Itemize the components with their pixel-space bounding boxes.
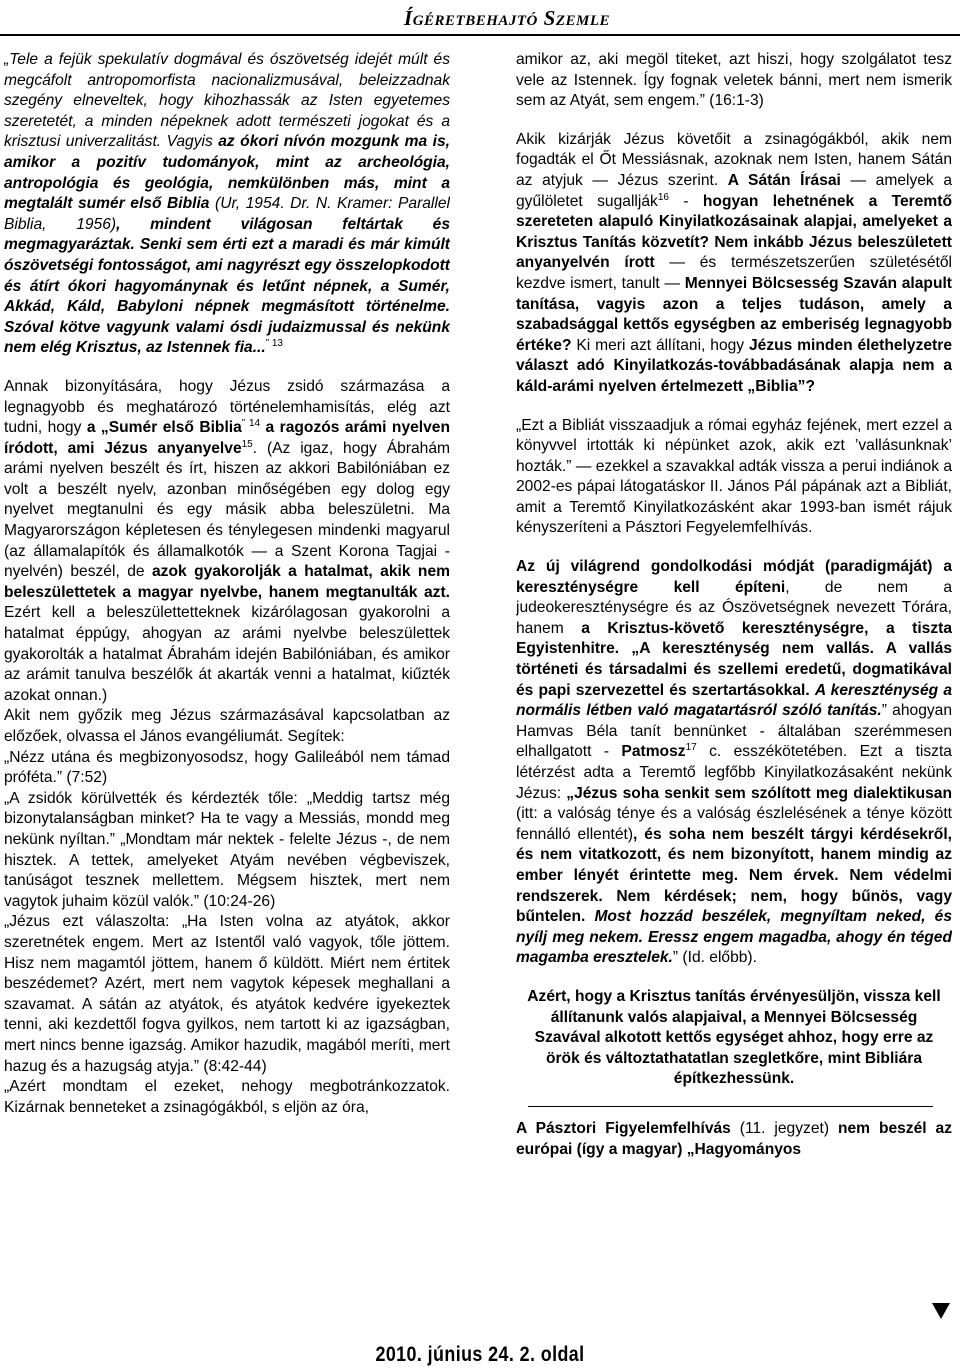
paragraph-new-world-order	[516, 557, 952, 969]
page-header	[0, 0, 960, 40]
footnote-ref-16: 16	[657, 191, 669, 203]
text-span: (itt: a valóság ténye és a valóság észlelésének a ténye között fennálló ellentét)	[516, 805, 952, 843]
text-span: , mindent világosan feltártak és megmagyaráztak. Senki sem érti ezt a maradi és már kimúlt ószövetségi fontosságot, ami nagyrészt egy összelopkodott és átírt ókori hagyománynak és letűnt népnek, a Sumér, Akkád, Káld, Babyloni népnek megmásított történelme. Szóval kötve vagyunk valami ósdi judaizmussal és nekünk nem elég Krisztus, az Istennek fia...	[4, 215, 450, 357]
paragraph-quote-10-24: „A zsidók körülvették és kérdezték tőle: „Meddig tartsz még bizonytalanságban minket? Ha te vagy a Messiás, mondd meg nekünk nyíltan.” „Mondtam már nektek - felelte Jézus -, de nem hisztek. A tettek, amelyeket Atyám nevében végbeviszek, tanúságot tesznek mellettem. Mégsem hisztek, mert nem vagytok juhaim közül valók.” (10:24-26)	[4, 789, 450, 910]
text-span: Jézus minden élethelyzetre választ adó Kinyilatkozás-továbbadásának alapja nem a káld-arámi nyelven értelmezett „Biblia”?	[516, 336, 952, 395]
text-span: Azért, hogy a Krisztus tanítás érvényesüljön, vissza kell állítanunk valós alapjaival, a Mennyei Bölcsesség Szavával alkotott kettős egységet ahhoz, hogy erre az örök és változtathatatlan szegletkőre, mint Bibliára építkezhessünk.	[527, 987, 941, 1088]
paragraph-peru-bible: „Ezt a Bibliát visszaadjuk a római egyház fejének, mert ezzel a könyvvel irtották ki népünket azok, akik ezt ’vallásunknak’ hozták.” — ezekkel a szavakkal adták vissza a perui indiánok a 2002-es pápai látogatáskor II. János Pál pápának azt a Bibliát, amit a Teremtő Kinyilatkozásként akar 1993-ban ismét rájuk kényszeríteni a Pásztori Fegyelemfelhívás.	[516, 416, 952, 537]
text-span: — és természetszerűen születésétől kezdve ismert, tanult —	[516, 254, 952, 292]
text-span: azok gyakorolják a hatalmat, akik nem beleszülettetek a magyar nyelvbe, hanem megtanulták azt.	[4, 563, 450, 601]
paragraph-satan-writings	[516, 130, 952, 398]
section-divider	[528, 1106, 933, 1107]
text-span: . (Az igaz, hogy Ábrahám arámi nyelven beszélt és írt, hiszen az akkori Babilóniában ez volt a beszélt nyelv, azonban minőségében egy dolog egy nyelvet megtanulni és egy másik abba beleszületni. Ma Magyarországon képletesen és ténylegesen mindenki magyarul (az államalapítók és államalkotók — a Szent Korona Tagjai - nyelvén) beszél, de	[4, 439, 450, 581]
text-span: Vagyis	[161, 133, 219, 151]
text-span: az ókori nívón mozgunk ma is, amikor a pozitív tudományok, mint az archeológia, antropológia és geológia, nemkülönben más, mint a megtalált sumér első Biblia	[4, 133, 450, 213]
paragraph-quote-continued: amikor az, aki megöl titeket, azt hiszi, hogy szolgálatot tesz vele az Istennek. Így fognak veletek bánni, mert nem ismerik sem az Atyát, sem engem.” (16:1-3)	[516, 51, 952, 110]
paragraph-proof	[4, 377, 450, 707]
text-span: hogyan lehetnének a Teremtő szereteten alapuló Kinyilatkozásainak alapjai, amelyeket a Krisztus Tanítás közvetít? Nem inkább Jézus beleszületett anyanyelvén írott	[516, 192, 952, 272]
text-span: Mennyei Bölcsesség Szaván alapult tanítása, vagyis azon a teljes tudáson, amely a szabadsággal kettős egységben az emberiség legnagyobb értéke?	[516, 274, 952, 354]
text-span: A kereszténység a normális létben való magatartásról szóló tanítás.	[516, 681, 952, 720]
text-span: Ezért kell a beleszülettetteknek kizárólagosan gyakorolni a hatalmat éppúgy, ahogyan az arámi nyelvbe beleszülettek gyakorolták a hatalmat Ábrahám idején Babilóniában, és amikor az arámit tanulva beszélők át akarták venni a hatalmat, kiűzték azokat onnan.)	[4, 604, 450, 704]
text-span: ” ahogyan Hamvas Béla tanít bennünket - általában szerémmesen elhallgatott -	[516, 702, 952, 761]
text-span: (11. jegyzet)	[730, 1119, 838, 1137]
left-column	[4, 50, 450, 1280]
right-column	[516, 50, 952, 1280]
footnote-ref-15: 15	[241, 438, 253, 450]
text-span: , de nem a judeokereszténységre és az Ószövetségnek nevezett Tórára, hanem	[516, 578, 952, 637]
text-span: A Sátán Írásai	[727, 171, 841, 189]
down-triangle-icon	[932, 1303, 950, 1319]
text-span: Az új világrend gondolkodási módját (paradigmáját) a kereszténységre kell építeni	[516, 558, 952, 596]
text-span: ” (Id. előbb).	[672, 949, 757, 967]
text-span: Most hozzád beszélek, megnyíltam neked, és nyílj meg nekem. Eressz engem magadba, ahogy én téged magamba eresztelek.	[516, 908, 952, 967]
paragraph-quote-intro	[4, 50, 450, 359]
footnote-ref-14: ” 14	[241, 417, 261, 429]
text-span: „Tele a fejük spekulatív dogmával és ószövetség idejét múlt és megcáfolt antropomorfista nacionalizmusával, beleizzadnak szegény elneveltek, hogy kihozhassák az Isten egyetemes szeretetét, a minden népeknek adott természeti jogokat és a krisztusi univerzalitást.	[4, 51, 450, 151]
text-span: Akik kizárják Jézus követőit a zsinagógákból, akik nem fogadták el Őt Messiásnak, azoknak nem Isten, hanem Sátán az atyjuk — Jézus szerint.	[516, 130, 952, 189]
text-span: — amelyek a gyűlöletet sugallják	[516, 171, 952, 210]
text-span: Annak bizonyítására, hogy Jézus zsidó származása a legnagyobb és meghatározó történelemhamisítás, elég azt tudni, hogy	[4, 377, 450, 437]
header-rule	[0, 34, 960, 36]
page-footer-date: 2010. június 24. 2. oldal	[375, 1343, 585, 1366]
paragraph-gospel-intro: Akit nem győzik meg Jézus származásával kapcsolatban az előzőek, olvassa el János evangéliumát. Segítek:	[4, 707, 450, 745]
footnote-ref-17: 17	[685, 742, 697, 754]
footnote-ref-13: ” 13	[265, 338, 283, 350]
journal-title: Ígéretbehajtó Szemle	[404, 6, 610, 30]
paragraph-quote-7-52: „Nézz utána és megbizonyosodsz, hogy Galileából nem támad próféta.” (7:52)	[4, 748, 450, 787]
text-span: a Krisztus-követő kereszténységre, a tiszta Egyistenhitre. „A kereszténység nem vallás. A vallás történeti és társadalmi és szellemi eredetű, dogmatikával és papi szervezettel és szertartásokkal.	[516, 619, 952, 699]
text-span: Patmosz	[621, 743, 686, 761]
text-span: Ki meri azt állítani, hogy	[571, 336, 749, 354]
text-span: -	[668, 192, 703, 210]
text-span: a „Sumér első Biblia	[86, 419, 242, 437]
text-span: nem beszél az európai (így a magyar) „Hagyományos	[516, 1119, 952, 1158]
paragraph-quote-16-1: „Azért mondtam el ezeket, nehogy megbotránkozzatok. Kizárnak benneteket a zsinagógákból, s eljön az óra,	[4, 1078, 450, 1116]
text-span: (Ur, 1954. Dr. N. Kramer: Parallel Biblia, 1956)	[4, 195, 450, 233]
paragraph-pastoral-call	[516, 1119, 952, 1160]
text-span: „Jézus soha senkit sem szólított meg dialektikusan	[566, 784, 952, 802]
text-span: c. esszékötetében. Ezt a tiszta létérzést adta a Teremtő legfőbb Kinyilatkozásaként nekünk Jézus:	[516, 743, 952, 802]
text-span: , és soha nem beszélt tárgyi kérdésekről, és nem vitatkozott, és nem bizonyított, hanem mindig az ember lényét érintette meg. Nem érvek. Nem védelmi rendszerek. Nem kérdések; nem, hogy bűnös, vagy bűntelen.	[516, 825, 952, 926]
text-span: A Pásztori Figyelemfelhívás	[516, 1119, 731, 1137]
paragraph-quote-8-42: „Jézus ezt válaszolta: „Ha Isten volna az atyátok, akkor szeretnétek engem. Mert az Istentől való vagyok, tőle jöttem. Hisz nem magamtól jöttem, hanem ő küldött. Miért nem értitek beszédemet? Azért, mert nem vagytok képesek meghallani a szavamat. A sátán az atyátok, és atyátok kedvére igyekeztek tenni, aki kezdettől fogva gyilkos, nem tartott ki az igazságban, mert nincs benne igazság. Amikor hazudik, magából meríti, mert hazug és a hazugság atyja.” (8:42-44)	[4, 913, 450, 1075]
paragraph-conclusion	[516, 987, 952, 1090]
text-span: a ragozós arámi nyelven íródott, ami Jézus anyanyelve	[4, 419, 450, 457]
